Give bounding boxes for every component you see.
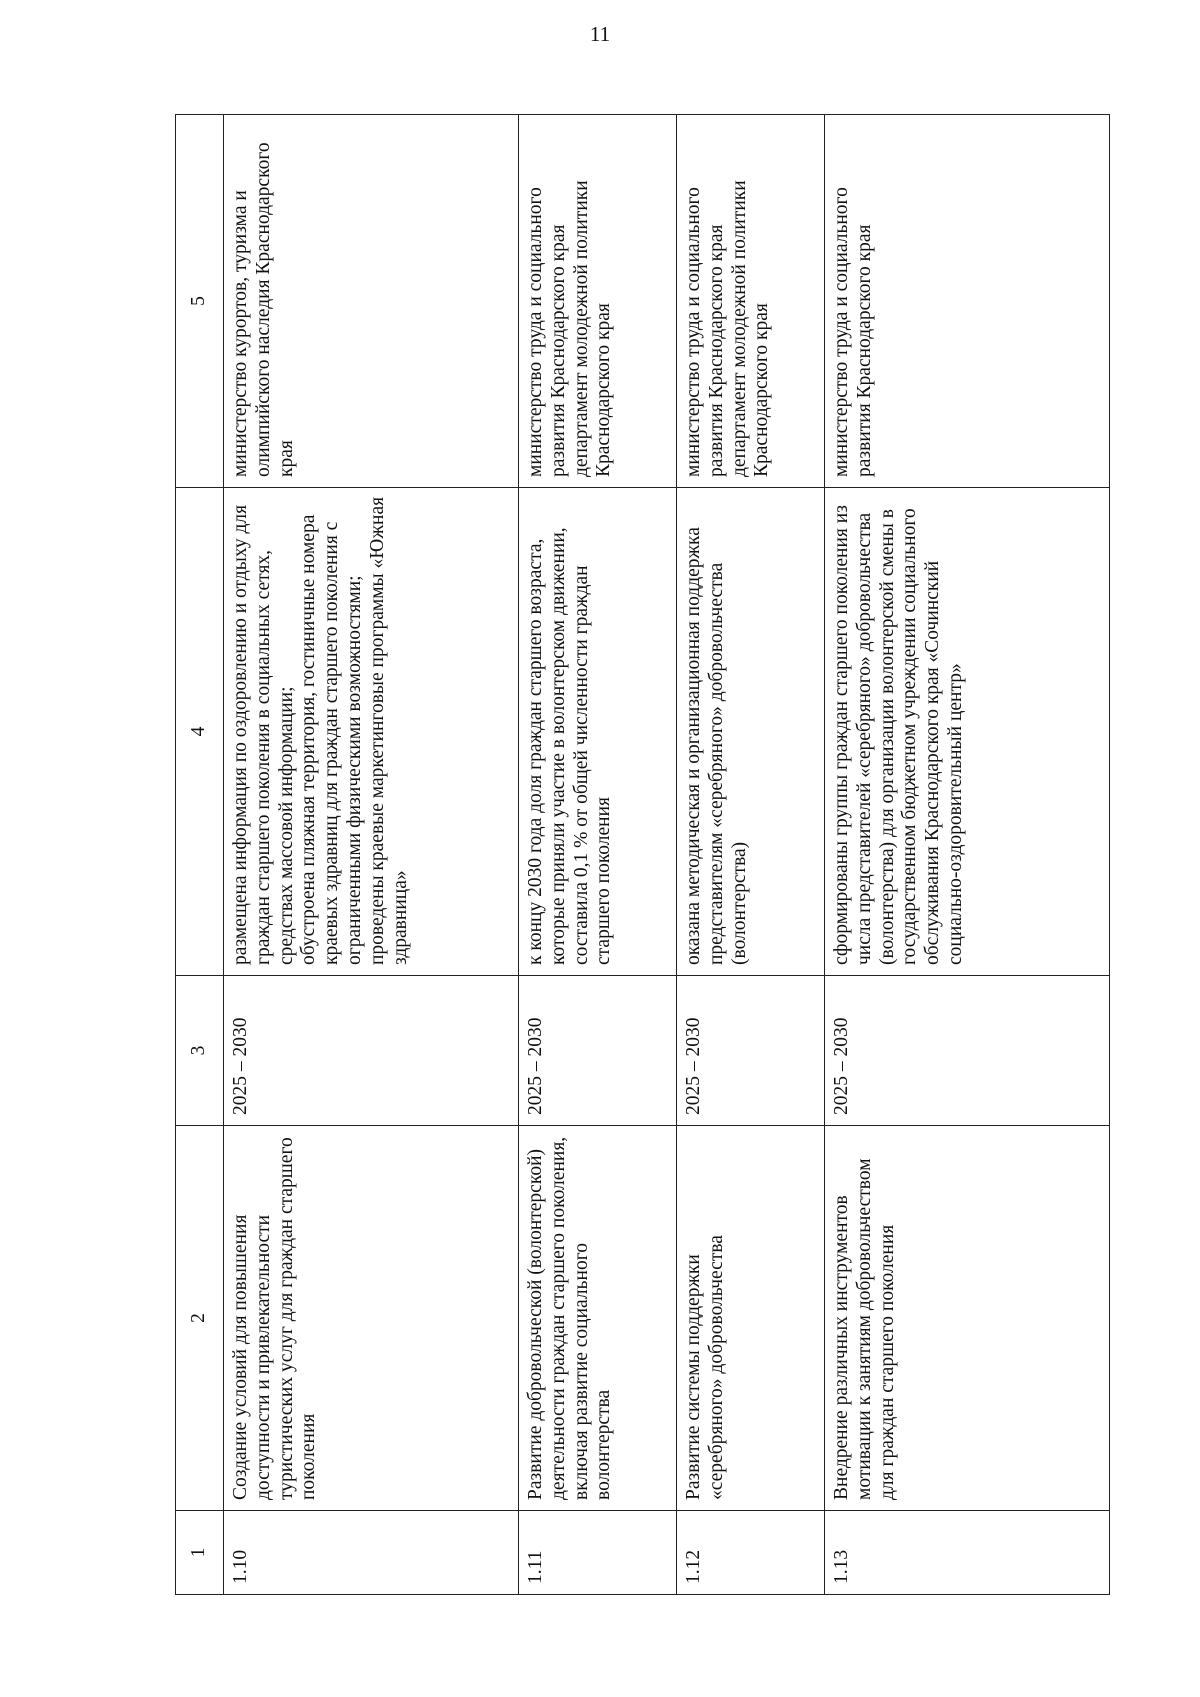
period-cell: 2025 – 2030 <box>519 976 677 1126</box>
row-number: 1.10 <box>224 1511 519 1595</box>
executors-cell <box>677 115 825 488</box>
result-line: размещена информация по оздоровлению и отдыху для граждан старшего поколения в социальных сетях, средствах массовой информации; <box>230 504 297 965</box>
executor-line: министерство курортов, туризма и олимпийского наследия Краснодарского края <box>230 142 297 477</box>
executors-cell <box>224 115 519 488</box>
row-number: 1.13 <box>825 1511 1110 1595</box>
measure-cell: Развитие добровольческой (волонтерской) деятельности граждан старшего поколения, включая развитие социального волонтерства <box>519 1126 677 1511</box>
rotated-table-container <box>175 115 1110 1595</box>
results-cell <box>224 488 519 976</box>
header-col-1: 1 <box>176 1511 224 1595</box>
executor-line: департамент молодежной политики Краснодарского края <box>728 180 773 477</box>
measure-cell: Создание условий для повышения доступности и привлекательности туристических услуг для граждан старшего поколения <box>224 1126 519 1511</box>
executors-cell <box>519 115 677 488</box>
header-col-2: 2 <box>176 1126 224 1511</box>
period-cell: 2025 – 2030 <box>825 976 1110 1126</box>
executors-cell <box>825 115 1110 488</box>
header-col-3: 3 <box>176 976 224 1126</box>
results-cell <box>519 488 677 976</box>
period-cell: 2025 – 2030 <box>677 976 825 1126</box>
result-line: оказана методическая и организационная поддержка представителям «серебряного» добровольчества (волонтерства) <box>683 527 750 965</box>
table-row <box>224 115 519 1595</box>
header-row <box>176 115 224 1595</box>
result-line: обустроена пляжная территория, гостиничные номера краевых здравниц для граждан старшего поколения с ограниченными физическими возможностями; <box>298 514 366 965</box>
measure-cell: Развитие системы поддержки «серебряного» добровольчества <box>677 1126 825 1511</box>
measures-table <box>175 114 1110 1595</box>
row-number: 1.12 <box>677 1511 825 1595</box>
header-col-4: 4 <box>176 488 224 976</box>
results-cell <box>677 488 825 976</box>
header-col-5: 5 <box>176 115 224 488</box>
table-row <box>677 115 825 1595</box>
measure-cell: Внедрение различных инструментов мотивации к занятиям добровольчеством для граждан старшего поколения <box>825 1126 1110 1511</box>
result-line: проведены краевые маркетинговые программы «Южная здравница» <box>366 496 411 965</box>
page-number: 11 <box>589 22 611 46</box>
row-number: 1.11 <box>519 1511 677 1595</box>
table-row <box>825 115 1110 1595</box>
executor-line: министерство труда и социального развития Краснодарского края <box>683 187 727 477</box>
executor-line: министерство труда и социального развития Краснодарского края <box>525 187 569 477</box>
executor-line: министерство труда и социального развития Краснодарского края <box>831 187 875 477</box>
results-cell <box>825 488 1110 976</box>
result-line: к концу 2030 года доля граждан старшего возраста, которые приняли участие в волонтерском движении, составила 0,1 % от общей численности граждан старшего поколения <box>525 527 615 965</box>
result-line: сформированы группы граждан старшего поколения из числа представителей «серебряного» добровольчества (волонтерства) для организации волонтерской смены в государственном бюджетном учреждении социального обслуживания Краснодарского края «Сочинский социально-оздоровительный центр» <box>831 505 967 965</box>
table-row <box>519 115 677 1595</box>
period-cell: 2025 – 2030 <box>224 976 519 1126</box>
executor-line: департамент молодежной политики Краснодарского края <box>570 180 615 477</box>
